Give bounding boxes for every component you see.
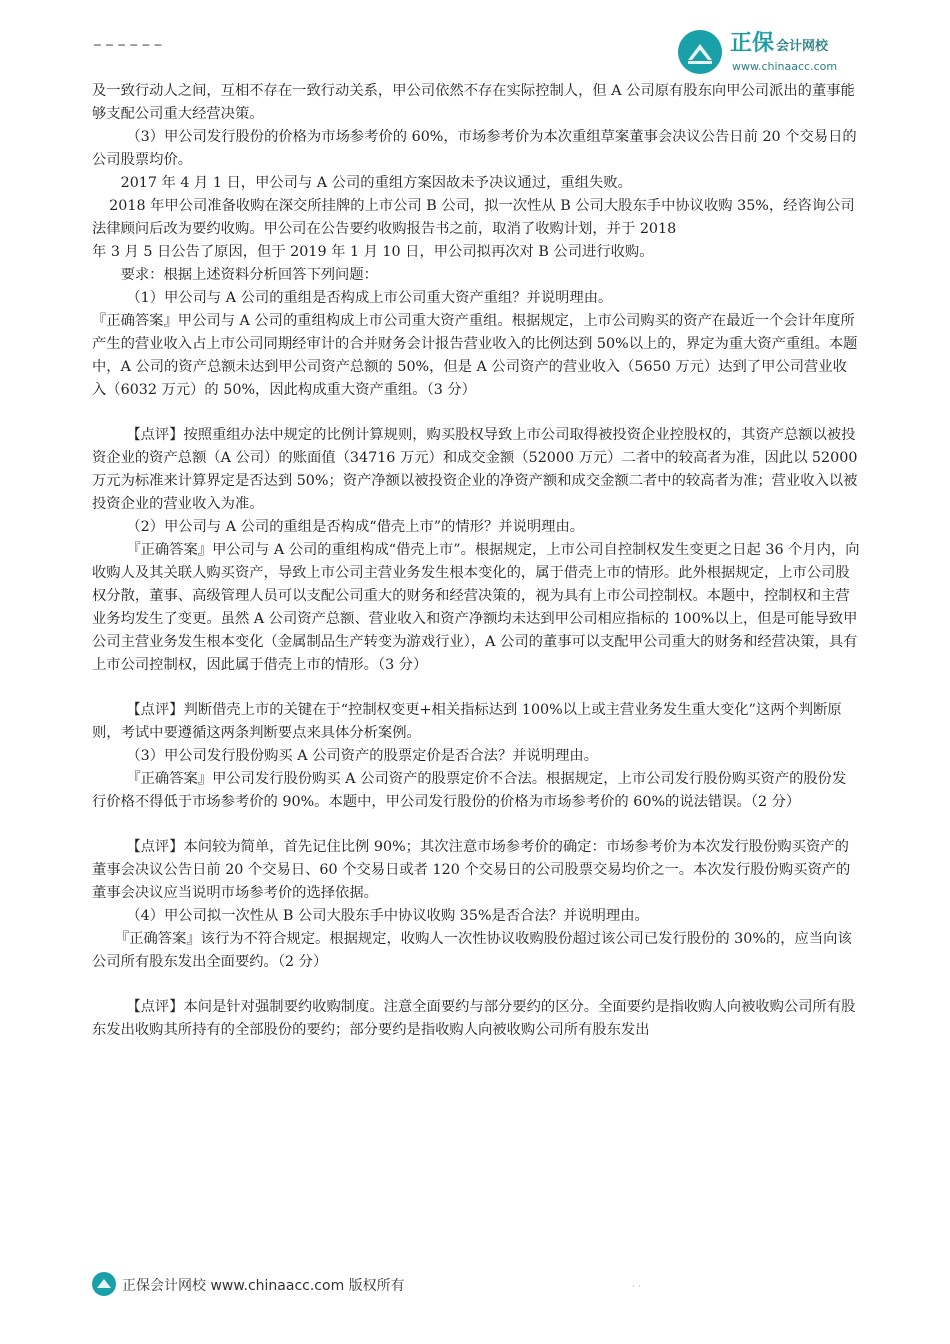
page-marker: · · [632, 1282, 641, 1292]
comment-paragraph: 【点评】按照重组办法中规定的比例计算规则，购买股权导致上市公司取得被投资企业控股权的，其资产总额以被投资企业的资产总额（A 公司）的账面值（34716 万元）和成交金额（52000 万元）二者中的较高者为准，因此以 52000 万元为标准来计算界定是否达到 50%；资产净额以被投资企业的净资产额和成交金额二者中的较高者为准；营业收入以被投资企业的营业收入为准。 [92, 427, 858, 512]
question-heading: （4）甲公司拟一次性从 B 公司大股东手中协议收购 35%是否合法？并说明理由。 [126, 908, 649, 924]
answer-paragraph: 『正确答案』甲公司与 A 公司的重组构成“借壳上市”。根据规定，上市公司自控制权发生变更之日起 36 个月内，向收购人及其关联人购买资产，导致上市公司主营业务发生根本变化的，属于借壳上市的情形。此外根据规定，上市公司股权分散，董事、高级管理人员可以支配公司重大的财务和经营决策的，视为具有上市公司控制权。本题中，控制权和主营业务均发生了变更。虽然 A 公司资产总额、营业收入和资产净额均未达到甲公司相应指标的 100%以上，但是可能导致甲公司主营业务发生根本变化（金属制品生产转变为游戏行业），A 公司的董事可以支配甲公司重大的财务和经营决策，具有上市公司控制权，因此属于借壳上市的情形。（3 分） [92, 542, 860, 673]
paragraph: 2018 年甲公司准备收购在深交所挂牌的上市公司 B 公司，拟一次性从 B 公司大股东手中协议收购 35%，经咨询公司法律顾问后改为要约收购。甲公司在公告要约收购报告书之前，取消了收购计划，并于 2018 [92, 198, 855, 237]
paragraph: 年 3 月 5 日公告了原因，但于 2019 年 1 月 10 日，甲公司拟再次对 B 公司进行收购。 [92, 244, 654, 260]
answer-paragraph: 『正确答案』甲公司发行股份购买 A 公司资产的股票定价不合法。根据规定，上市公司发行股份购买资产的股份发行价格不得低于市场参考价的 90%。本题中，甲公司发行股份的价格为市场参考价的 60%的说法错误。（2 分） [92, 771, 847, 810]
comment-paragraph: 【点评】本问是针对强制要约收购制度。注意全面要约与部分要约的区分。全面要约是指收购人向被收购公司所有股东发出收购其所持有的全部股份的要约；部分要约是指收购人向被收购公司所有股东发出 [92, 999, 856, 1038]
brand-logo [678, 28, 878, 78]
answer-paragraph: 『正确答案』该行为不符合规定。根据规定，收购人一次性协议收购股份超过该公司已发行股份的 30%的，应当向该公司所有股东发出全面要约。（2 分） [92, 931, 852, 970]
question-heading: （2）甲公司与 A 公司的重组是否构成“借壳上市”的情形？并说明理由。 [126, 519, 585, 535]
answer-paragraph: 『正确答案』甲公司与 A 公司的重组构成上市公司重大资产重组。根据规定，上市公司购买的资产在最近一个会计年度所产生的营业收入占上市公司同期经审计的合并财务会计报告营业收入的比例达到 50%以上的，界定为重大资产重组。本题中，A 公司的资产总额未达到甲公司资产总额的 50%，但是 A 公司资产的营业收入（5650 万元）达到了甲公司营业收入（6032 万元）的 50%，因此构成重大资产重组。（3 分） [92, 313, 858, 398]
logo-title: 正保 会计网校 [730, 31, 829, 56]
book-leaf-icon [678, 30, 722, 74]
comment-paragraph: 【点评】本问较为简单，首先记住比例 90%；其次注意市场参考价的确定：市场参考价为本次发行股份购买资产的董事会决议公告日前 20 个交易日、60 个交易日或者 120 个交易日的公司股票交易均价之一。本次发行股份购买资产的董事会决议应当说明市场参考价的选择依据。 [92, 839, 851, 901]
question-heading: （3）甲公司发行股份购买 A 公司资产的股票定价是否合法？并说明理由。 [126, 748, 599, 764]
paragraph: 2017 年 4 月 1 日，甲公司与 A 公司的重组方案因故未予决议通过，重组失败。 [120, 175, 632, 191]
question-heading: （1）甲公司与 A 公司的重组是否构成上市公司重大资产重组？并说明理由。 [126, 290, 613, 306]
logo-icon [92, 1272, 116, 1296]
header-fragment: ━ ━ ━ ━ ━ ━ [94, 40, 163, 52]
comment-paragraph: 【点评】判断借壳上市的关键在于“控制权变更+相关指标达到 100%以上或主营业务发生重大变化”这两个判断原则，考试中要遵循这两条判断要点来具体分析案例。 [92, 702, 842, 741]
footer [92, 1272, 652, 1298]
paragraph: （3）甲公司发行股份的价格为市场参考价的 60%，市场参考价为本次重组草案董事会决议公告日前 20 个交易日的公司股票均价。 [92, 129, 857, 168]
paragraph: 及一致行动人之间，互相不存在一致行动关系，甲公司依然不存在实际控制人，但 A 公司原有股东向甲公司派出的董事能够支配公司重大经营决策。 [92, 83, 855, 122]
logo-url: www.chinaacc.com [732, 60, 838, 73]
document-body [92, 80, 860, 1042]
paragraph: 要求：根据上述资料分析回答下列问题： [120, 267, 378, 283]
footer-copyright: 正保会计网校 www.chinaacc.com 版权所有 [122, 1278, 405, 1294]
